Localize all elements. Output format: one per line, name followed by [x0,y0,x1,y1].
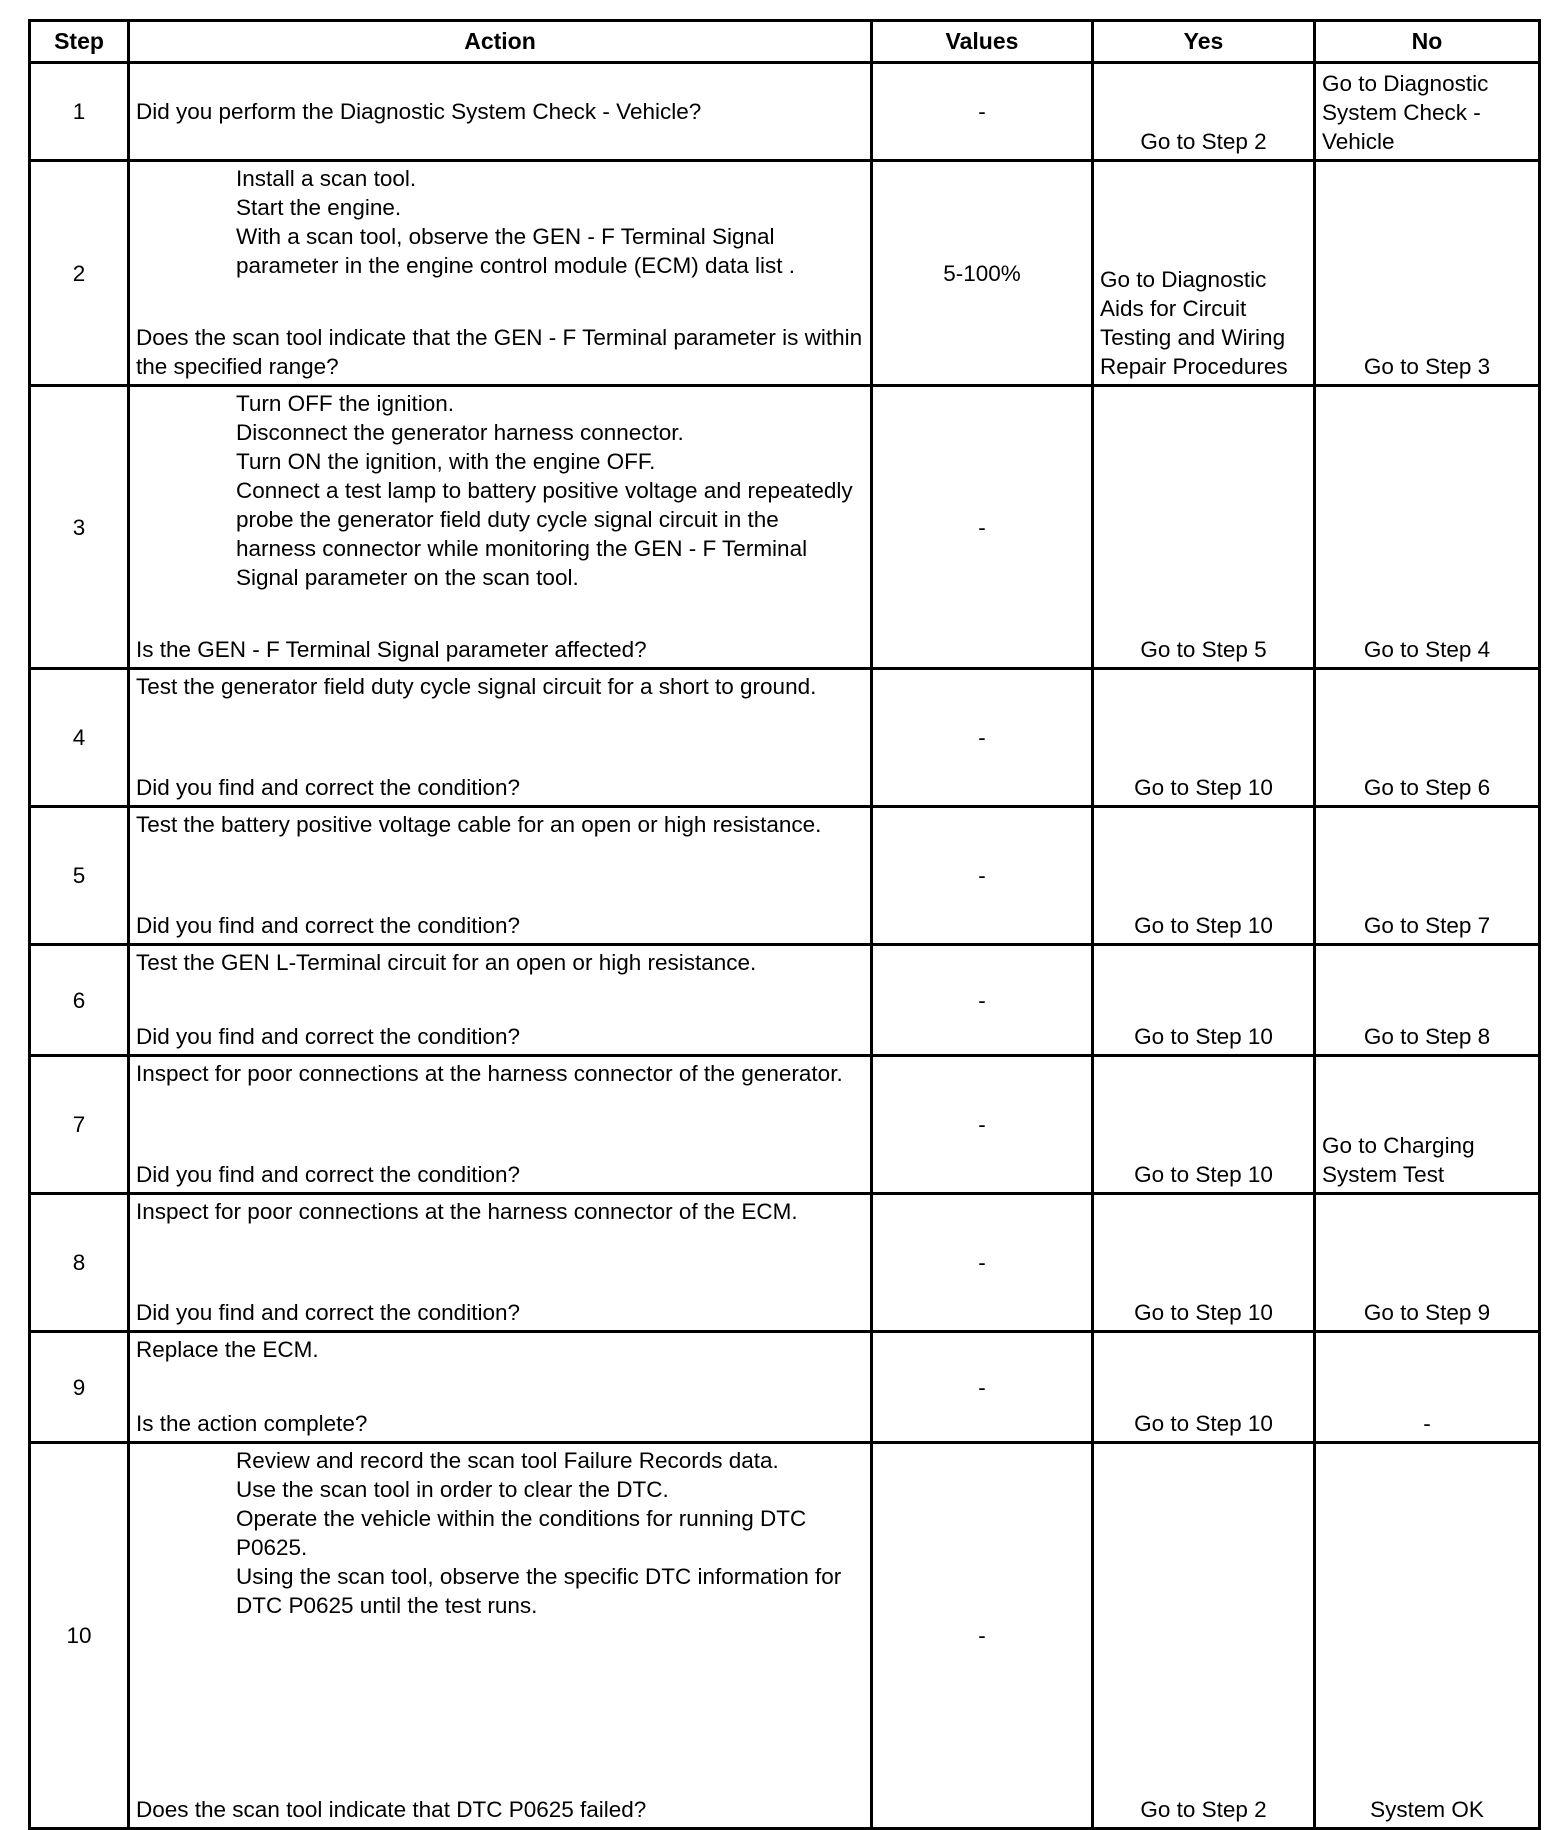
no-cell: System OK [1315,1443,1540,1829]
table-row [30,1332,1540,1443]
action-instructions [136,164,864,280]
action-question: Is the GEN - F Terminal Signal parameter affected? [136,637,647,662]
yes-cell: Go to Step 2 [1093,63,1315,161]
values-cell: - [872,1056,1093,1194]
action-content [136,946,864,1054]
action-instructions [136,948,864,977]
step-number: 10 [30,1443,129,1829]
action-instructions [136,1059,864,1088]
table-row [30,807,1540,945]
table-row [30,161,1540,386]
action-question: Did you find and correct the condition? [136,1300,520,1325]
action-intro: Test the battery positive voltage cable for an open or high resistance. [136,812,822,837]
values-cell: - [872,63,1093,161]
no-cell: Go to Charging System Test [1315,1056,1540,1194]
values-cell: - [872,1194,1093,1332]
action-intro: Test the generator field duty cycle signal circuit for a short to ground. [136,674,817,699]
values-cell: - [872,386,1093,669]
action-cell [129,1332,872,1443]
step-number: 6 [30,945,129,1056]
action-substeps [136,389,864,592]
action-substep: Turn OFF the ignition. [236,391,455,416]
no-cell: Go to Step 3 [1315,161,1540,386]
yes-cell: Go to Step 10 [1093,1194,1315,1332]
step-number: 7 [30,1056,129,1194]
action-substep: Use the scan tool in order to clear the DTC. [236,1477,669,1502]
action-question: Did you find and correct the condition? [136,913,520,938]
action-substeps [136,1446,864,1620]
action-question: Does the scan tool indicate that DTC P0625 failed? [136,1797,647,1822]
no-cell: Go to Step 6 [1315,669,1540,807]
action-question: Did you find and correct the condition? [136,775,520,800]
yes-cell: Go to Step 10 [1093,807,1315,945]
action-instructions [136,389,864,592]
action-content [136,162,864,384]
action-intro: Test the GEN L-Terminal circuit for an open or high resistance. [136,950,757,975]
header-yes: Yes [1093,21,1315,63]
values-cell: - [872,1332,1093,1443]
action-content [136,1333,864,1441]
action-instructions [136,1197,864,1226]
action-content [136,64,864,159]
step-number: 2 [30,161,129,386]
action-cell [129,63,872,161]
action-question: Did you find and correct the condition? [136,1024,520,1049]
step-number: 3 [30,386,129,669]
action-cell [129,386,872,669]
table-row [30,386,1540,669]
step-number: 9 [30,1332,129,1443]
action-question: Is the action complete? [136,1411,368,1436]
header-step: Step [30,21,129,63]
action-intro: Inspect for poor connections at the harness connector of the ECM. [136,1199,798,1224]
header-action: Action [129,21,872,63]
table-row [30,1443,1540,1829]
yes-cell: Go to Step 10 [1093,1056,1315,1194]
values-cell: 5-100% [872,161,1093,386]
action-intro: Inspect for poor connections at the harness connector of the generator. [136,1061,843,1086]
action-substep: Start the engine. [236,195,402,220]
action-content [136,387,864,667]
yes-cell: Go to Diagnostic Aids for Circuit Testing and Wiring Repair Procedures [1093,161,1315,386]
step-number: 1 [30,63,129,161]
header-values: Values [872,21,1093,63]
step-number: 5 [30,807,129,945]
action-substep: Install a scan tool. [236,166,417,191]
action-content [136,1195,864,1330]
yes-cell: Go to Step 10 [1093,1332,1315,1443]
action-cell [129,1194,872,1332]
action-instructions [136,1446,864,1620]
no-cell: Go to Step 9 [1315,1194,1540,1332]
action-substep: Using the scan tool, observe the specific DTC information for DTC P0625 until the test runs. [236,1564,842,1618]
action-substep: Review and record the scan tool Failure Records data. [236,1448,779,1473]
step-number: 4 [30,669,129,807]
action-substep: Turn ON the ignition, with the engine OFF. [236,449,656,474]
values-cell: - [872,1443,1093,1829]
no-cell: - [1315,1332,1540,1443]
action-content [136,670,864,805]
action-cell [129,945,872,1056]
header-row [30,21,1540,63]
action-content [136,1057,864,1192]
action-cell [129,669,872,807]
no-cell: Go to Step 8 [1315,945,1540,1056]
action-substep: Operate the vehicle within the conditions for running DTC P0625. [236,1506,807,1560]
action-instructions [136,672,864,701]
action-substep: With a scan tool, observe the GEN - F Terminal Signal parameter in the engine control module (ECM) data list . [236,224,796,278]
no-cell: Go to Diagnostic System Check - Vehicle [1315,63,1540,161]
diagnostic-table [28,19,1541,1830]
table-row [30,63,1540,161]
no-cell: Go to Step 4 [1315,386,1540,669]
action-cell [129,1443,872,1829]
table-row [30,945,1540,1056]
values-cell: - [872,669,1093,807]
no-cell: Go to Step 7 [1315,807,1540,945]
action-substeps [136,164,864,280]
action-content [136,808,864,943]
table-row [30,1056,1540,1194]
action-question: Did you perform the Diagnostic System Check - Vehicle? [136,98,702,124]
action-substep: Connect a test lamp to battery positive voltage and repeatedly probe the generator field duty cycle signal circuit in the harness connector while monitoring the GEN - F Terminal Signal parameter on the scan tool. [236,478,853,590]
action-instructions [136,1335,864,1364]
yes-cell: Go to Step 10 [1093,669,1315,807]
table-row [30,669,1540,807]
step-number: 8 [30,1194,129,1332]
action-question: Did you find and correct the condition? [136,1162,520,1187]
action-intro: Replace the ECM. [136,1337,319,1362]
table-body [30,63,1540,1829]
action-question: Does the scan tool indicate that the GEN - F Terminal parameter is within the specified range? [136,325,863,379]
action-cell [129,161,872,386]
header-no: No [1315,21,1540,63]
action-cell [129,1056,872,1194]
table-row [30,1194,1540,1332]
action-instructions [136,810,864,839]
action-substep: Disconnect the generator harness connector. [236,420,684,445]
action-content [136,1444,864,1827]
values-cell: - [872,807,1093,945]
values-cell: - [872,945,1093,1056]
yes-cell: Go to Step 2 [1093,1443,1315,1829]
action-cell [129,807,872,945]
yes-cell: Go to Step 10 [1093,945,1315,1056]
yes-cell: Go to Step 5 [1093,386,1315,669]
